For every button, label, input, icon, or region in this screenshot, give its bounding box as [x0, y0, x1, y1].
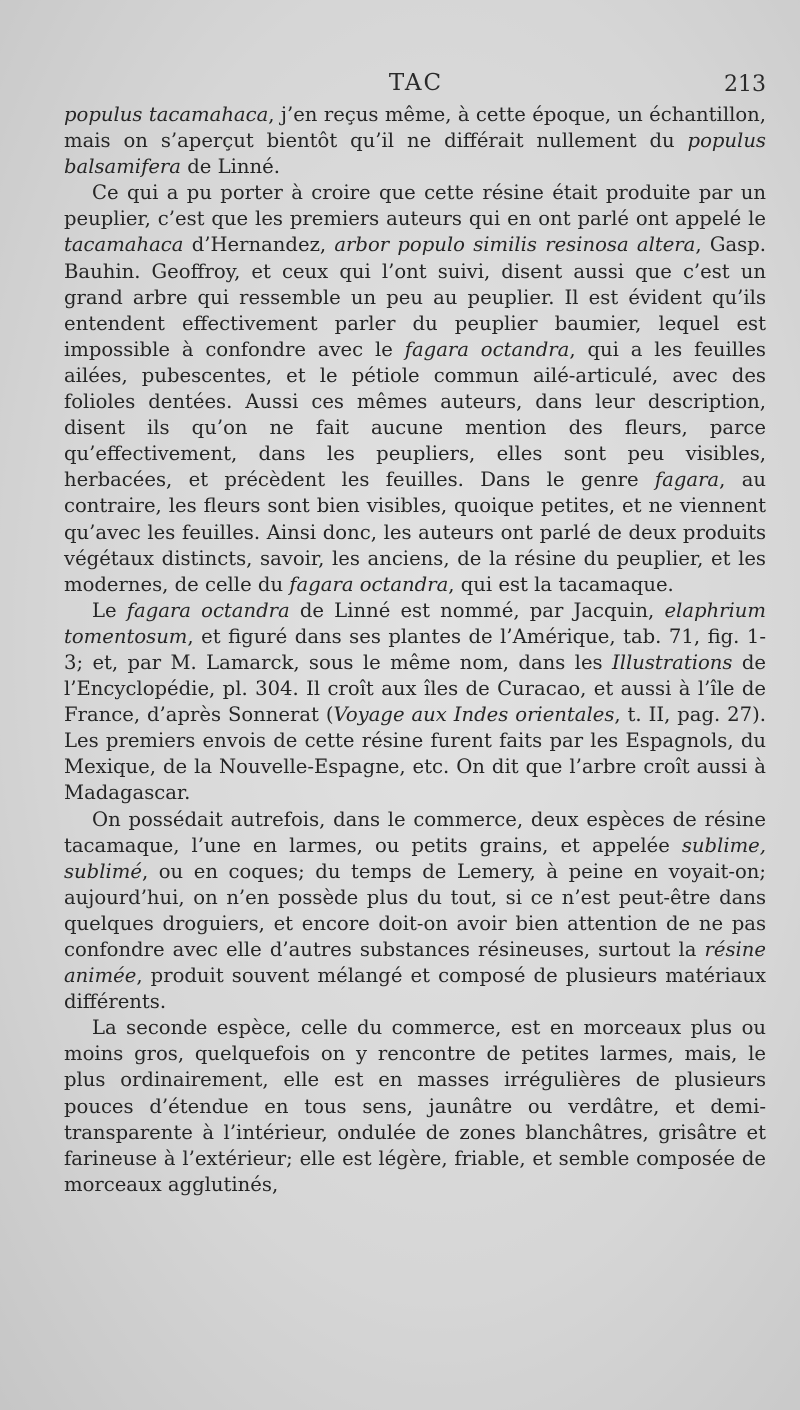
italic-text: arbor populo similis resinosa altera [334, 233, 696, 257]
text-run: , t. II, pag. 27). Les premiers envois de cette résine furent faits par les Espagnols, du Mexique, de la Nouvelle-Espagne, etc. On dit que l’arbre croît aussi à Madagascar. [64, 703, 766, 805]
text-run: La seconde espèce, celle du commerce, est en morceaux plus ou moins gros, quelquefois on y rencontre de petites larmes, mais, le plus ordinairement, elle est en masses irrégulières de plusieurs pouces d’étendue en tous sens, jaunâtre ou verdâtre, et demi-transparente à l’intérieur, ondulée de zones blanchâtres, grisâtre et farineuse à l’extérieur; elle est légère, friable, et semble composée de morceaux agglutinés, [64, 1016, 766, 1196]
italic-text: fagara [654, 468, 720, 492]
text-run: , au contraire, les fleurs sont bien visibles, quoique petites, et ne viennent qu’avec les feuilles. Ainsi donc, les auteurs ont parlé de deux produits végétaux distincts, savoir, les anciens, de la résine du peuplier, et les modernes, de celle du [64, 468, 766, 596]
italic-text: populus tacamahaca [64, 103, 269, 126]
italic-text: sublime, sublimé [64, 833, 766, 883]
text-run: , qui est la tacamaque. [448, 572, 674, 596]
italic-text: Voyage aux Indes orientales [333, 703, 615, 727]
text-run: , j’en reçus même, à cette époque, un échantillon, mais on s’aperçut bientôt qu’il ne différait nullement du [64, 103, 766, 153]
page-header [66, 70, 766, 100]
text-run: Ce qui a pu porter à croire que cette résine était produite par un peuplier, c’est que les premiers auteurs qui en ont parlé ont appelé le [64, 181, 766, 231]
italic-text: fagara octandra [126, 598, 290, 622]
paragraph [64, 807, 766, 1016]
text-run: , ou en coques; du temps de Lemery, à peine en voyait-on; aujourd’hui, on n’en possède plus du tout, si ce n’est peut-être dans quelques droguiers, et encore doit-on avoir bien attention de ne pas confondre avec elle d’autres substances résineuses, surtout la [64, 859, 766, 961]
paragraph [64, 102, 766, 180]
italic-text: elaphrium tomentosum [64, 598, 766, 648]
italic-text: tacamahaca [64, 233, 184, 257]
text-run: de Linné est nommé, par Jacquin, [289, 598, 665, 622]
italic-text: Illustrations [611, 650, 733, 674]
paragraph [64, 180, 766, 598]
paragraph [64, 598, 766, 807]
text-run: de l’Encyclopédie, pl. 304. Il croît aux îles de Curacao, et aussi à l’île de France, d’après Sonnerat ( [64, 650, 766, 727]
italic-text: résine animée [64, 938, 766, 988]
italic-text: fagara octandra [289, 572, 449, 596]
italic-text: fagara octandra [404, 337, 570, 361]
text-run: Le [92, 598, 127, 622]
text-run: , qui a les feuilles ailées, pubescentes, et le pétiole commun ailé-articulé, avec des folioles dentées. Aussi ces mêmes auteurs, dans leur description, disent ils qu’on ne fait aucune mention des fleurs, parce qu’effectivement, dans les peupliers, elles sont peu visibles, herbacées, et précèdent les feuilles. Dans le genre [64, 337, 766, 492]
body-text [64, 102, 766, 1198]
paragraph [64, 1015, 766, 1198]
text-run: , et figuré dans ses plantes de l’Amérique, tab. 71, fig. 1-3; et, par M. Lamarck, sous le même nom, dans les [64, 624, 766, 674]
text-run: d’Hernandez, [183, 233, 335, 257]
running-head: TAC [388, 70, 444, 96]
text-run: On possédait autrefois, dans le commerce, deux espèces de résine tacamaque, l’une en larmes, ou petits grains, et appelée [64, 807, 766, 857]
text-run: de Linné. [180, 155, 280, 179]
page-number: 213 [724, 72, 766, 97]
text-run: , produit souvent mélangé et composé de plusieurs matériaux différents. [64, 964, 766, 1014]
text-run: , Gasp. Bauhin. Geoffroy, et ceux qui l’ont suivi, disent aussi que c’est un grand arbre qui ressemble un peu au peuplier. Il est évident qu’ils entendent effectivement parler du peuplier baumier, lequel est impossible à confondre avec le [64, 233, 766, 361]
italic-text: populus balsamifera [64, 129, 766, 179]
